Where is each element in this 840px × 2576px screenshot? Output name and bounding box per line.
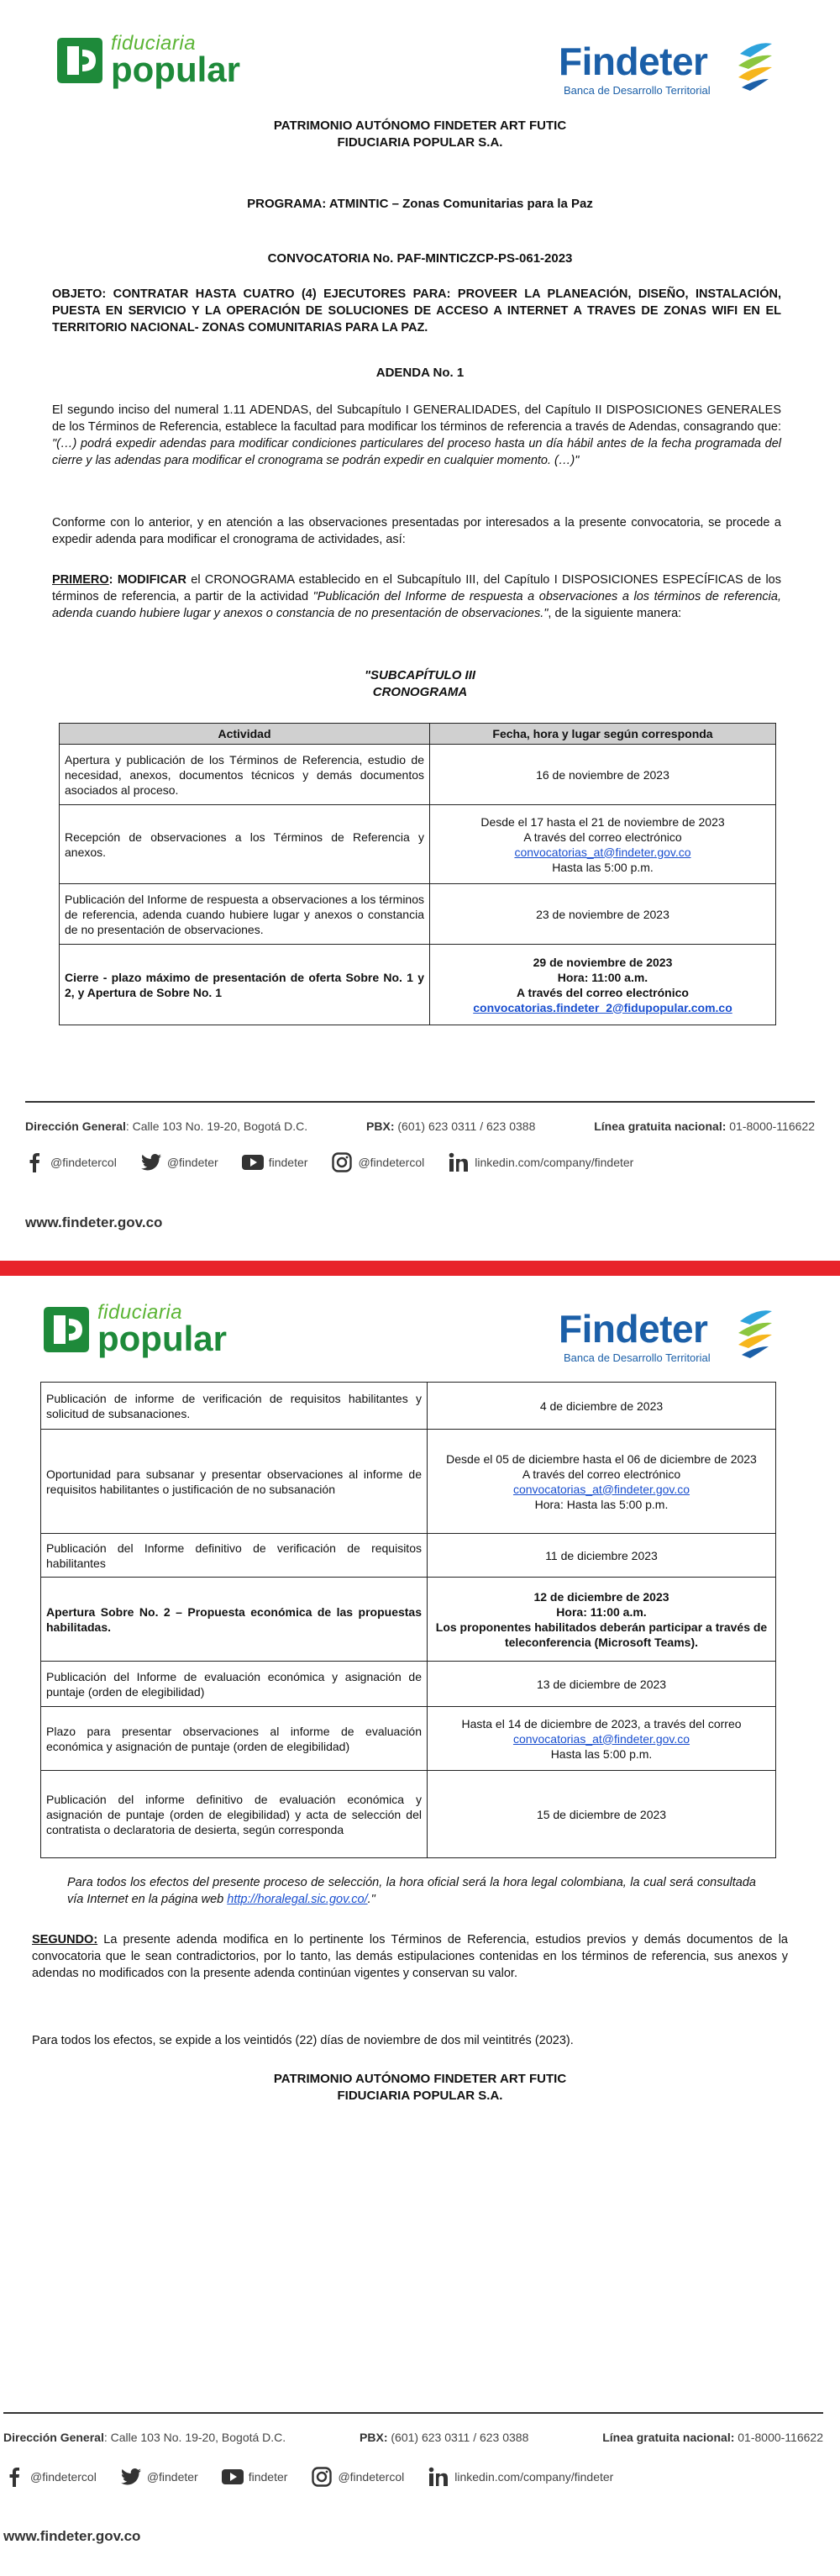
table-row [41, 1534, 776, 1578]
signature-line-2: FIDUCIARIA POPULAR S.A. [337, 2089, 503, 2103]
footer-divider [25, 1101, 815, 1103]
convocatoria-number: CONVOCATORIA No. PAF-MINTICZCP-PS-061-2023 [267, 251, 573, 266]
fiduciaria-popular-logo [54, 34, 240, 87]
activity-cell: Publicación del Informe de respuesta a observaciones a los términos de referencia, adenda cuando hubiere lugar y anexos o constancia de no presentación de observaciones. [60, 884, 430, 945]
table-row [60, 745, 776, 805]
table-row [60, 884, 776, 945]
cronograma-table-2 [40, 1382, 776, 1858]
fiduciaria-text: fiduciaria [97, 1301, 183, 1324]
linkedin-icon [428, 2466, 449, 2488]
instagram-icon [311, 2466, 333, 2488]
findeter-name: Findeter [559, 1307, 708, 1351]
date-line: Hora: 11:00 a.m. [557, 970, 648, 984]
cronograma-table-1 [59, 723, 776, 1025]
social-facebook[interactable]: @findetercol [24, 1151, 117, 1173]
date-cell [430, 945, 776, 1025]
date-cell [430, 805, 776, 884]
date-line: 12 de diciembre de 2023 [533, 1589, 669, 1604]
header-line-2: FIDUCIARIA POPULAR S.A. [337, 135, 503, 150]
paragraph-adendas [52, 402, 781, 469]
subcapitulo-title: "SUBCAPÍTULO III [364, 668, 476, 682]
twitter-icon [120, 2466, 142, 2488]
footer-contact-row [3, 2431, 823, 2444]
footer-social [3, 2466, 637, 2488]
date-line: Hasta el 14 de diciembre de 2023, a través del correo [461, 1716, 742, 1731]
fiduciaria-popular-mark-icon [54, 34, 106, 87]
social-twitter[interactable]: @findeter [120, 2466, 198, 2488]
date-cell: 16 de noviembre de 2023 [430, 745, 776, 805]
primero-modificar: : MODIFICAR [108, 573, 186, 587]
facebook-icon [24, 1151, 45, 1173]
email-link[interactable]: convocatorias.findeter_2@fidupopular.com.co [473, 1000, 732, 1014]
findeter-logo [559, 1309, 785, 1377]
instagram-icon [331, 1151, 353, 1173]
date-line: Hasta las 5:00 p.m. [550, 1746, 653, 1761]
date-cell: 4 de diciembre de 2023 [428, 1383, 776, 1430]
findeter-tagline: Banca de Desarrollo Territorial [564, 1351, 711, 1364]
page-2 [0, 1276, 840, 2576]
findeter-wing-icon [735, 1306, 775, 1362]
footer-pbx: PBX: (601) 623 0311 / 623 0388 [360, 2431, 529, 2444]
primero-text-c: , de la siguiente manera: [548, 607, 682, 620]
social-instagram[interactable]: @findetercol [331, 1151, 424, 1173]
paragraph-fecha-expedicion: Para todos los efectos, se expide a los veintidós (22) días de noviembre de dos mil veintitrés (2023). [32, 2034, 574, 2047]
footer-social [24, 1151, 657, 1173]
segundo-text: La presente adenda modifica en lo pertinente los Términos de Referencia, estudios previos y demás documentos de la convocatoria que le sean contradictorios, por lo tanto, las demás estipulaciones contenidas en los términos de referencia, sus anexos y adendas no modificados con la presente adenda continúan vigentes y conservan su valor. [32, 1933, 788, 1980]
paragraph-adendas-text: El segundo inciso del numeral 1.11 ADENDAS, del Subcapítulo I GENERALIDADES, del Capítulo II DISPOSICIONES GENERALES de los Términos de Referencia, establece la facultad para modificar los términos de referencia a través de Adendas, consagrando que: [52, 403, 781, 434]
date-line: A través del correo electrónico [517, 985, 689, 999]
table-row [41, 1707, 776, 1771]
column-header-activity: Actividad [60, 724, 430, 745]
signature-line-1: PATRIMONIO AUTÓNOMO FINDETER ART FUTIC [273, 2072, 567, 2086]
adenda-title: ADENDA No. 1 [375, 366, 465, 380]
findeter-tagline: Banca de Desarrollo Territorial [564, 84, 711, 97]
primero-text-a: el CRONOGRAMA establecido en el Subcapítulo III, del Capítulo I DISPOSICIONES ESPECÍFICAS de los términos de referencia, a partir de la actividad [52, 573, 781, 603]
table-row [41, 1383, 776, 1430]
date-cell: 13 de diciembre de 2023 [428, 1662, 776, 1707]
activity-cell: Publicación del Informe definitivo de verificación de requisitos habilitantes [41, 1534, 428, 1578]
email-link[interactable]: convocatorias_at@findeter.gov.co [512, 1482, 690, 1496]
programa-title: PROGRAMA: ATMINTIC – Zonas Comunitarias para la Paz [247, 197, 593, 211]
date-line: Desde el 17 hasta el 21 de noviembre de 2023 [480, 814, 725, 829]
activity-cell: Plazo para presentar observaciones al informe de evaluación económica y asignación de puntaje (orden de elegibilidad) [41, 1707, 428, 1771]
table-row [41, 1662, 776, 1707]
footer-divider [3, 2412, 823, 2414]
footer-pbx: PBX: (601) 623 0311 / 623 0388 [366, 1119, 536, 1133]
table-row [41, 1430, 776, 1534]
table-row [41, 1578, 776, 1662]
activity-cell: Apertura Sobre No. 2 – Propuesta económica de las propuestas habilitadas. [41, 1578, 428, 1662]
fiduciaria-text: fiduciaria [111, 32, 197, 55]
date-line: Los proponentes habilitados deberán participar a través de teleconferencia (Microsoft Teams). [435, 1620, 768, 1649]
footer-address: Dirección General: Calle 103 No. 19-20, Bogotá D.C. [25, 1119, 308, 1133]
email-link[interactable]: convocatorias_at@findeter.gov.co [512, 1731, 690, 1746]
activity-cell: Recepción de observaciones a los Términos de Referencia y anexos. [60, 805, 430, 884]
date-cell [428, 1707, 776, 1771]
header-line-1: PATRIMONIO AUTÓNOMO FINDETER ART FUTIC [273, 119, 567, 133]
social-linkedin[interactable]: linkedin.com/company/findeter [428, 2466, 613, 2488]
date-cell: 11 de diciembre 2023 [428, 1534, 776, 1578]
table-row [41, 1771, 776, 1858]
table-header-row [60, 724, 776, 745]
date-line: 29 de noviembre de 2023 [533, 955, 673, 969]
footer-contact-row [25, 1119, 815, 1133]
primero-quote: "Publicación del Informe de respuesta a observaciones a los términos de referencia, adenda cuando hubiere lugar y anexos o constancia de no presentación de observaciones." [52, 590, 781, 620]
cronograma-title: CRONOGRAMA [372, 685, 468, 699]
table-row [60, 945, 776, 1025]
social-youtube[interactable]: findeter [222, 2466, 288, 2488]
activity-cell: Publicación del informe definitivo de evaluación económica y asignación de puntaje (orden de elegibilidad) y acta de selección del contratista o declaratoria de desierta, según corresponda [41, 1771, 428, 1858]
date-line: Desde el 05 de diciembre hasta el 06 de diciembre de 2023 [446, 1451, 757, 1466]
date-cell: 23 de noviembre de 2023 [430, 884, 776, 945]
fiduciaria-popular-mark-icon [40, 1304, 92, 1356]
activity-cell: Apertura y publicación de los Términos de Referencia, estudio de necesidad, anexos, documentos técnicos y demás documentos asociados al proceso. [60, 745, 430, 805]
activity-cell: Publicación de informe de verificación de requisitos habilitantes y solicitud de subsanaciones. [41, 1383, 428, 1430]
popular-text: popular [97, 1319, 227, 1358]
youtube-icon [222, 2466, 244, 2488]
fiduciaria-popular-logo [40, 1303, 227, 1356]
date-line: A través del correo electrónico [522, 1467, 681, 1481]
facebook-icon [3, 2466, 25, 2488]
paragraph-segundo [32, 1931, 788, 1982]
footer-website[interactable]: www.findeter.gov.co [25, 1214, 163, 1230]
date-cell [428, 1578, 776, 1662]
date-line: Hora: Hasta las 5:00 p.m. [534, 1497, 669, 1511]
date-line: Hora: 11:00 a.m. [556, 1604, 647, 1619]
social-twitter[interactable]: @findeter [140, 1151, 218, 1173]
linkedin-icon [448, 1151, 470, 1173]
activity-cell: Cierre - plazo máximo de presentación de oferta Sobre No. 1 y 2, y Apertura de Sobre No. 1 [60, 945, 430, 1025]
date-cell: 15 de diciembre de 2023 [428, 1771, 776, 1858]
page-1 [0, 0, 840, 1261]
footer-address: Dirección General: Calle 103 No. 19-20, Bogotá D.C. [3, 2431, 286, 2444]
activity-cell: Publicación del Informe de evaluación económica y asignación de puntaje (orden de elegibilidad) [41, 1662, 428, 1707]
footer-linea: Línea gratuita nacional: 01-8000-116622 [602, 2431, 823, 2444]
footer-website[interactable]: www.findeter.gov.co [3, 2528, 141, 2544]
youtube-icon [242, 1151, 264, 1173]
paragraph-conforme: Conforme con lo anterior, y en atención a las observaciones presentadas por interesados a la presente convocatoria, se procede a expedir adenda para modificar el cronograma de actividades, así: [52, 516, 781, 546]
date-line: A través del correo electrónico [523, 830, 682, 844]
findeter-name: Findeter [559, 40, 708, 83]
primero-label: PRIMERO [52, 573, 109, 587]
date-line: Hasta las 5:00 p.m. [552, 860, 654, 874]
social-youtube[interactable]: findeter [242, 1151, 308, 1173]
activity-cell: Oportunidad para subsanar y presentar observaciones al informe de requisitos habilitantes o justificación de no subsanación [41, 1430, 428, 1534]
paragraph-primero [52, 572, 781, 622]
twitter-icon [140, 1151, 162, 1173]
horalegal-link[interactable]: http://horalegal.sic.gov.co/ [227, 1893, 368, 1906]
objeto-text: OBJETO: CONTRATAR HASTA CUATRO (4) EJECUTORES PARA: PROVEER LA PLANEACIÓN, DISEÑO, INSTALACIÓN, PUESTA EN SERVICIO Y LA OPERACIÓN DE SOLUCIONES DE ACCESO A INTERNET A TRAVES DE ZONAS WIFI EN EL TERRITORIO NACIONAL- ZONAS COMUNITARIAS PARA LA PAZ. [52, 287, 781, 335]
email-link[interactable]: convocatorias_at@findeter.gov.co [514, 845, 691, 859]
page-separator [0, 1261, 840, 1276]
footer-linea: Línea gratuita nacional: 01-8000-116622 [594, 1119, 815, 1133]
date-cell [428, 1430, 776, 1534]
column-header-date: Fecha, hora y lugar según corresponda [430, 724, 776, 745]
hora-legal-note: Para todos los efectos del presente proceso de selección, la hora oficial será la hora legal colombiana, la cual será consultada vía Internet en la página web http://horalegal.sic.gov.co/." [67, 1876, 756, 1906]
findeter-wing-icon [735, 39, 775, 94]
findeter-logo [559, 42, 785, 109]
popular-text: popular [111, 50, 240, 89]
social-facebook[interactable]: @findetercol [3, 2466, 97, 2488]
social-linkedin[interactable]: linkedin.com/company/findeter [448, 1151, 633, 1173]
paragraph-adendas-quote: "(…) podrá expedir adendas para modificar condiciones particulares del proceso hasta un día hábil antes de la fecha programada del cierre y las adendas para modificar el cronograma se podrán expedir en cualquier momento. (…)" [52, 437, 781, 467]
table-row [60, 805, 776, 884]
social-instagram[interactable]: @findetercol [311, 2466, 404, 2488]
segundo-label: SEGUNDO: [32, 1933, 98, 1946]
